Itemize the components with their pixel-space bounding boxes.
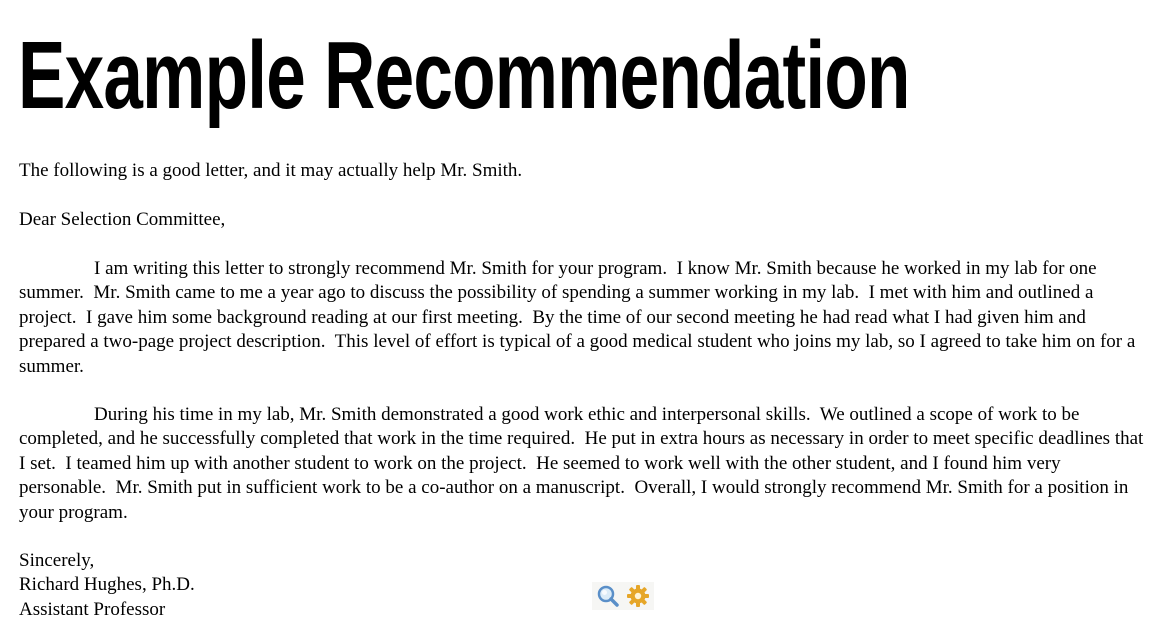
signature-block xyxy=(19,549,1149,622)
salutation: Dear Selection Committee, xyxy=(19,209,226,230)
letter-paragraph-1: I am writing this letter to strongly recommend Mr. Smith for your program. I know Mr. Smith because he worked in my lab for one summer. Mr. Smith came to me a year ago to discuss the possibility of spending a summer working in my lab. I met with him and outlined a project. I gave him some background reading at our first meeting. By the time of our second meeting he had read what I had given him and prepared a two-page project description. This level of effort is typical of a good medical student who joins my lab, so I agreed to take him on for a summer. xyxy=(19,258,1141,377)
zoom-search-button[interactable] xyxy=(595,583,621,609)
gear-icon xyxy=(626,584,650,608)
letter-paragraph-2: During his time in my lab, Mr. Smith demonstrated a good work ethic and interpersonal skills. We outlined a scope of work to be completed, and he successfully completed that work in the time required. He put in extra hours as necessary in order to meet specific deadlines that I set. I teamed him up with another student to work on the project. He seemed to work well with the other student, and I found him very personable. Mr. Smith put in sufficient work to be a co-author on a manuscript. Overall, I would strongly recommend Mr. Smith for a position in your program. xyxy=(19,404,1149,523)
closing: Sincerely, xyxy=(19,550,95,571)
viewer-toolbar xyxy=(592,582,654,610)
page-title: Example Recommendation xyxy=(18,22,910,129)
signer-name: Richard Hughes, Ph.D. xyxy=(19,574,195,596)
zoom-search-icon xyxy=(596,584,620,608)
intro-text: The following is a good letter, and it may actually help Mr. Smith. xyxy=(19,160,523,181)
settings-button[interactable] xyxy=(625,583,651,609)
signer-title: Assistant Professor xyxy=(19,598,166,620)
